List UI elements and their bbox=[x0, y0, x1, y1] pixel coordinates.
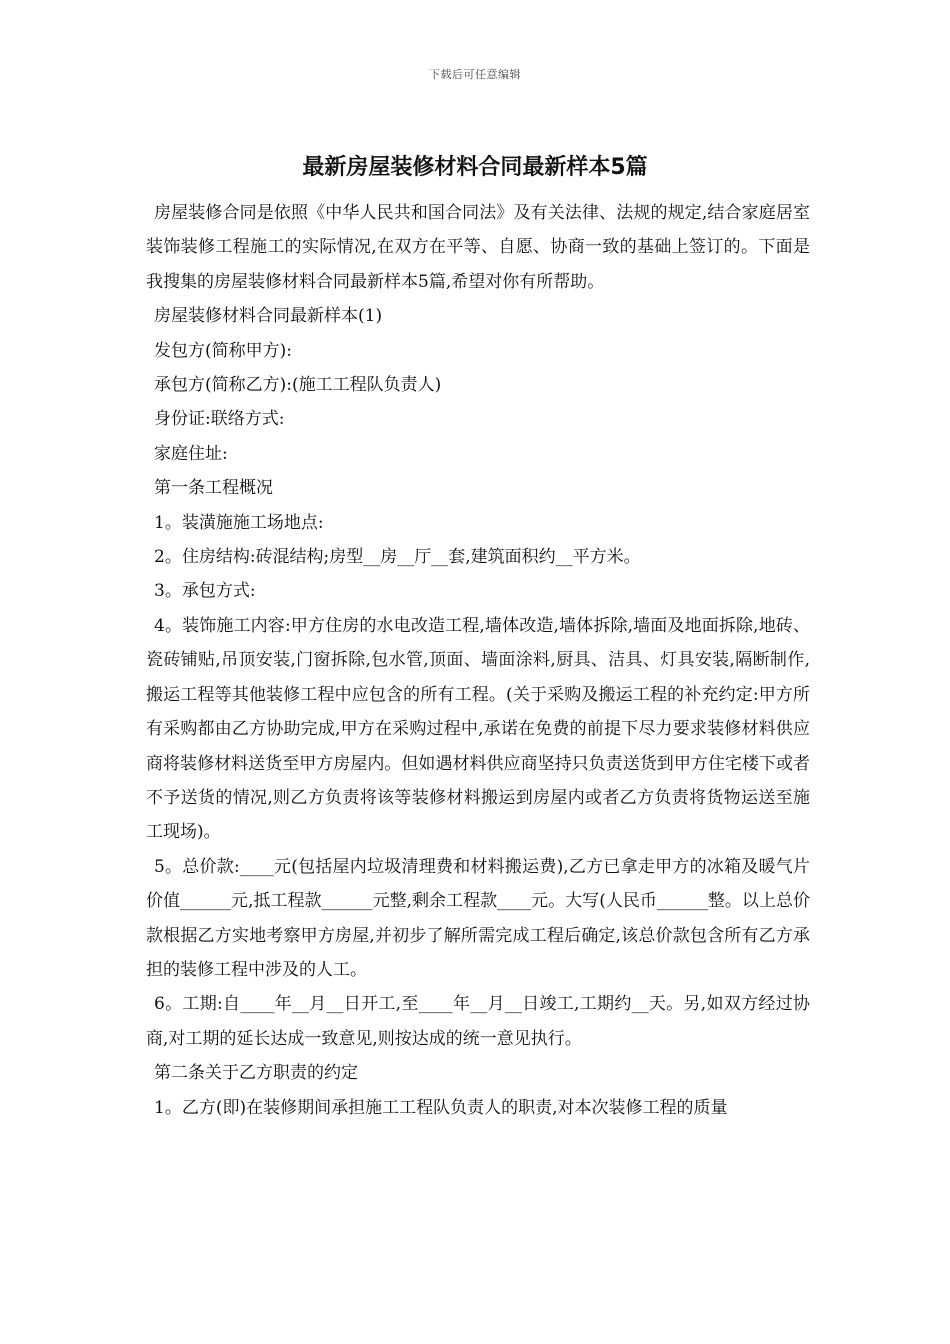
paragraph-item-4: 4。装饰施工内容:甲方住房的水电改造工程,墙体改造,墙体拆除,墙面及地面拆除,地砖、瓷砖铺贴,吊顶安装,门窗拆除,包水管,顶面、墙面涂料,厨具、洁具、灯具安装,隔断制作,搬运工程等其他装修工程中应包含的所有工程。(关于采购及搬运工程的补充约定:甲方所有采购都由乙方协助完成,甲方在采购过程中,承诺在免费的前提下尽力要求装修材料供应商将装修材料送货至甲方房屋内。但如遇材料供应商坚持只负责送货到甲方住宅楼下或者不予送货的情况,则乙方负责将该等装修材料搬运到房屋内或者乙方负责将货物运送至施工现场)。 bbox=[146, 615, 810, 843]
paragraph-id-contact: 身份证:联络方式: bbox=[154, 409, 285, 430]
paragraph-intro: 房屋装修合同是依照《中华人民共和国合同法》及有关法律、法规的规定,结合家庭居室装饰装修工程施工的实际情况,在双方在平等、自愿、协商一致的基础上签订的。下面是我搜集的房屋装修材料合同最新样本5篇,希望对你有所帮助。 bbox=[146, 203, 810, 292]
paragraph-item-3: 3。承包方式: bbox=[154, 581, 256, 602]
paragraph-item-1: 1。装潢施施工场地点: bbox=[154, 512, 324, 533]
paragraph-article-1-heading: 第一条工程概况 bbox=[154, 478, 273, 499]
paragraph-item-2: 2。住房结构:砖混结构;房型__房__厅__套,建筑面积约__平方米。 bbox=[154, 547, 641, 568]
page-header-note: 下载后可任意编辑 bbox=[429, 68, 521, 81]
document-title: 最新房屋装修材料合同最新样本5篇 bbox=[302, 155, 648, 180]
paragraph-item-5: 5。总价款:____元(包括屋内垃圾清理费和材料搬运费),乙方已拿走甲方的冰箱及暖气片价值______元,抵工程款______元整,剩余工程款____元。大写(人民币______整。以上总价款根据乙方实地考察甲方房屋,并初步了解所需完成工程后确定,该总价款包含所有乙方承担的装修工程中涉及的人工。 bbox=[146, 856, 810, 980]
document-body bbox=[146, 196, 810, 1125]
paragraph-party-a: 发包方(简称甲方): bbox=[154, 340, 292, 361]
paragraph-article-2-heading: 第二条关于乙方职责的约定 bbox=[154, 1063, 358, 1084]
paragraph-item-6: 6。工期:自____年__月__日开工,至____年__月__日竣工,工期约__天。另,如双方经过协商,对工期的延长达成一致意见,则按达成的统一意见执行。 bbox=[146, 994, 810, 1049]
paragraph-party-b: 承包方(简称乙方):(施工工程队负责人) bbox=[154, 375, 442, 396]
paragraph-address: 家庭住址: bbox=[154, 443, 228, 464]
paragraph-article-2-item-1: 1。乙方(即)在装修期间承担施工工程队负责人的职责,对本次装修工程的质量 bbox=[154, 1097, 728, 1118]
paragraph-sample-heading: 房屋装修材料合同最新样本(1) bbox=[154, 306, 383, 327]
